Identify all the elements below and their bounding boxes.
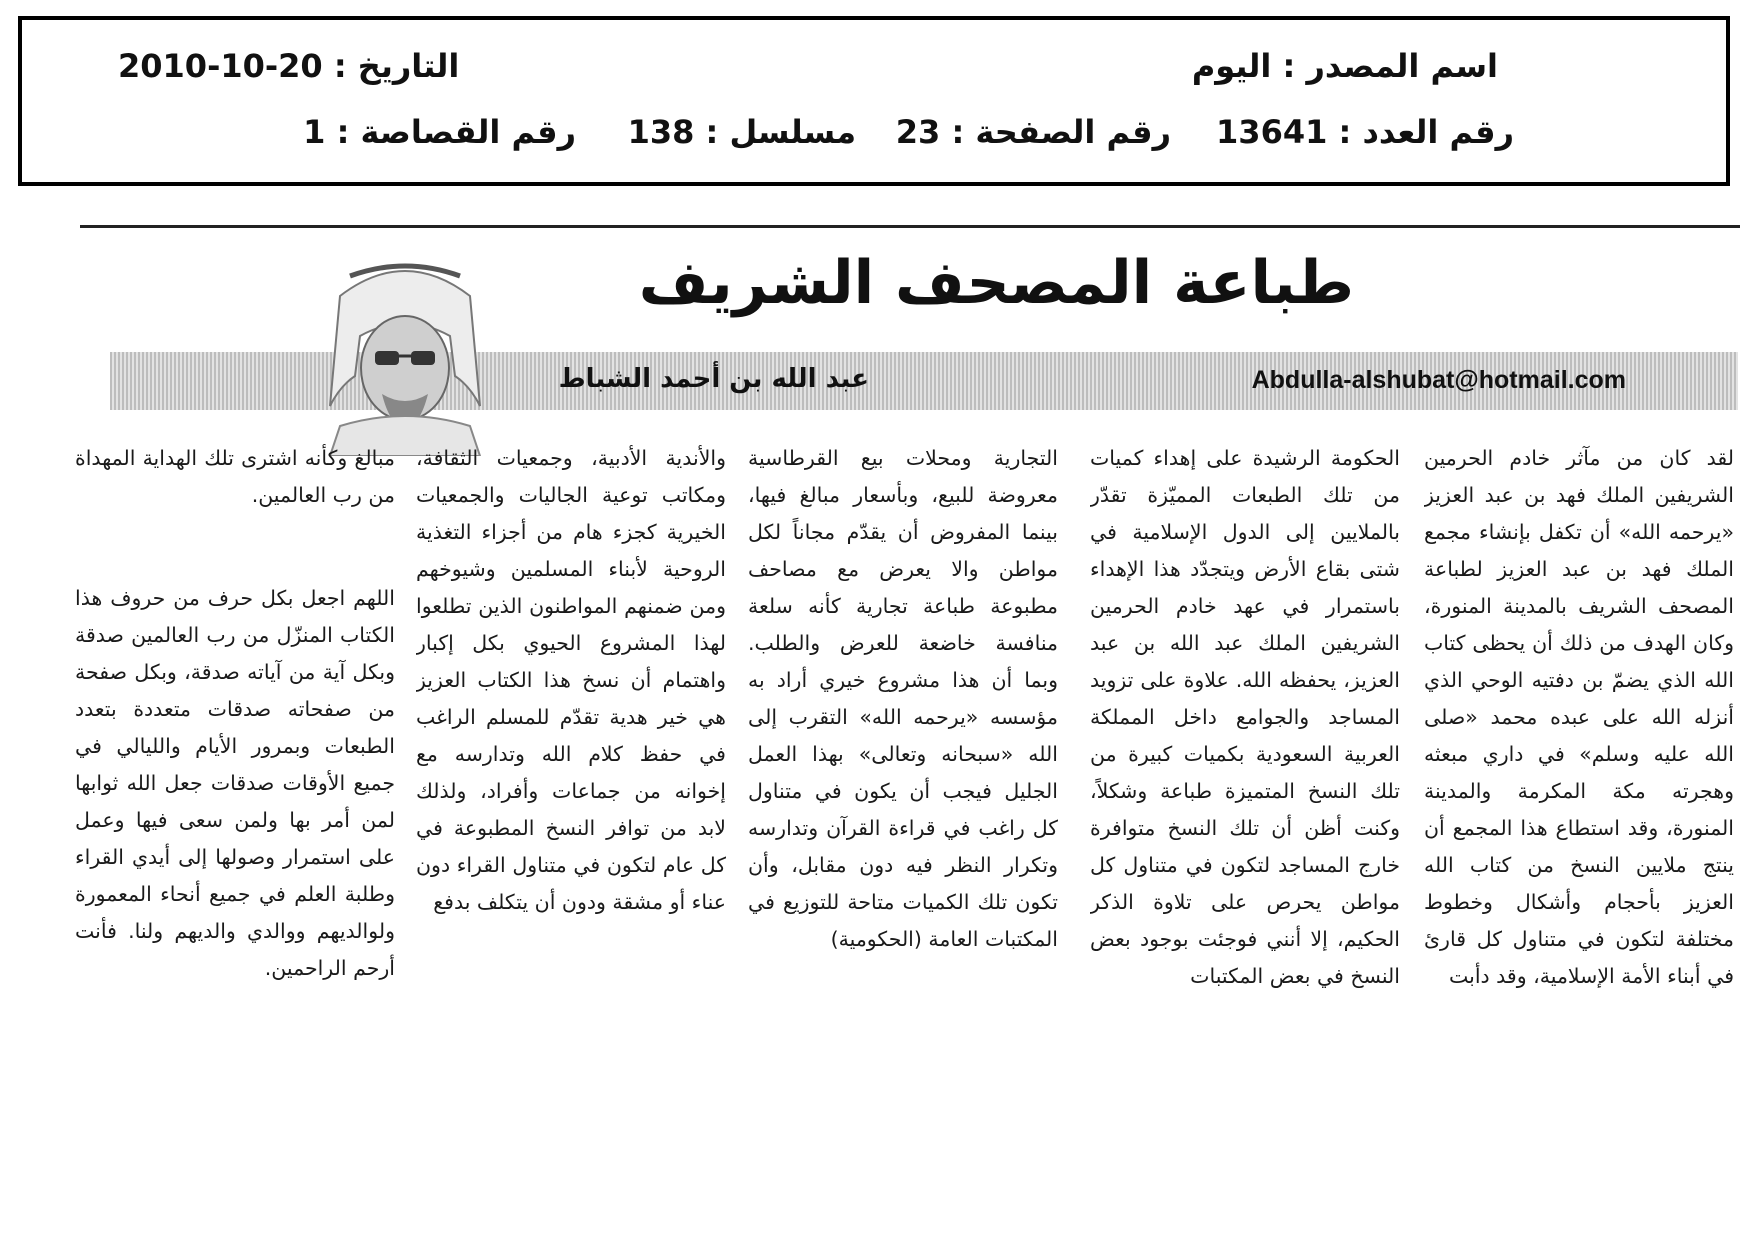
issue-number: رقم العدد : 13641	[1216, 113, 1514, 151]
author-name: عبد الله بن أحمد الشباط	[558, 364, 869, 394]
article-column-5-prayer: اللهم اجعل بكل حرف من حروف هذا الكتاب المنزّل من رب العالمين صدقة وبكل آية من آياته صدقة، وبكل صفحة من صفحاته صدقات متعددة بتعدد الطبعات وبمرور الأيام والليالي في جميع الأوقات صدقات جعل الله ثوابها لمن أمر بها ولمن سعى فيها وعمل على استمرار وصولها إلى أيدي القراء وطلبة العلم في جميع أنحاء المعمورة ولوالديهم ووالدي والديهم ولنا. فأنت أرحم الراحمين.	[75, 586, 395, 980]
article-headline: طباعة المصحف الشريف	[638, 248, 1354, 318]
source-name: اسم المصدر : اليوم	[1191, 47, 1498, 85]
author-portrait	[320, 256, 490, 456]
article-column-2: الحكومة الرشيدة على إهداء كميات من تلك الطبعات المميّزة تقدّر بالملايين إلى الدول الإسلامية في شتى بقاع الأرض ويتجدّد هذا الإهداء باستمرار في عهد خادم الحرمين الشريفين الملك عبد الله بن عبد العزيز، يحفظه الله. علاوة على تزويد المساجد والجوامع داخل المملكة العربية السعودية بكميات كبيرة من تلك النسخ المتميزة طباعة وشكلاً، وكنت أظن أن تلك النسخ متوافرة خارج المساجد لتكون في متناول كل مواطن يحرص على تلاوة الذكر الحكيم، إلا أنني فوجئت بوجود بعض النسخ في بعض المكتبات	[1090, 446, 1400, 988]
separator-rule	[80, 225, 1740, 228]
article-column-3: التجارية ومحلات بيع القرطاسية معروضة للبيع، وبأسعار مبالغ فيها، بينما المفروض أن يقدّم مجاناً لكل مواطن والا يعرض مع مصاحف مطبوعة طباعة تجارية كأنه سلعة منافسة خاضعة للعرض والطلب. وبما أن هذا مشروع خيري أراد به مؤسسه «يرحمه الله» التقرب إلى الله «سبحانه وتعالى» بهذا العمل الجليل فيجب أن يكون في متناول كل راغب في قراءة القرآن وتدارسه وتكرار النظر فيه دون مقابل، وأن تكون تلك الكميات متاحة للتوزيع في المكتبات العامة (الحكومية)	[748, 446, 1058, 951]
article-column-1: لقد كان من مآثر خادم الحرمين الشريفين الملك فهد بن عبد العزيز «يرحمه الله» أن تكفل بإنشاء مجمع الملك فهد بن عبد العزيز لطباعة المصحف الشريف بالمدينة المنورة، وكان الهدف من ذلك أن يحظى كتاب الله الذي يضمّ بن دفتيه الوحي الذي أنزله الله على عبده محمد «صلى الله عليه وسلم» في داري مبعثه وهجرته مكة المكرمة والمدينة المنورة، وقد استطاع هذا المجمع أن ينتج ملايين النسخ من كتاب الله العزيز بأحجام وأشكال وخطوط مختلفة لتكون في متناول كل قارئ في أبناء الأمة الإسلامية، وقد دأبت	[1424, 446, 1734, 988]
article-column-5-top: مبالغ وكأنه اشترى تلك الهداية المهداة من رب العالمين.	[75, 446, 395, 507]
clipping-number: رقم القصاصة : 1	[303, 113, 576, 151]
article-column-4: والأندية الأدبية، وجمعيات الثقافة، ومكاتب توعية الجاليات والجمعيات الخيرية كجزء هام من أجزاء التغذية الروحية لأبناء المسلمين وشيوخهم ومن ضمنهم المواطنون الذين تطلعوا لهذا المشروع الحيوي بكل إكبار واهتمام أن نسخ هذا الكتاب العزيز هي خير هدية تقدّم للمسلم الراغب في حفظ كلام الله وتدارسه مع إخوانه من جماعات وأفراد، ولذلك لابد من توافر النسخ المطبوعة في كل عام لتكون في متناول القراء دون عناء أو مشقة ودون أن يتكلف بدفع	[416, 446, 726, 914]
page-number: رقم الصفحة : 23	[895, 113, 1171, 151]
author-email: Abdulla-alshubat@hotmail.com	[1251, 366, 1626, 394]
source-info-box	[18, 16, 1730, 186]
serial-number: مسلسل : 138	[627, 113, 856, 151]
publication-date: التاريخ : 20-10-2010	[118, 47, 460, 85]
